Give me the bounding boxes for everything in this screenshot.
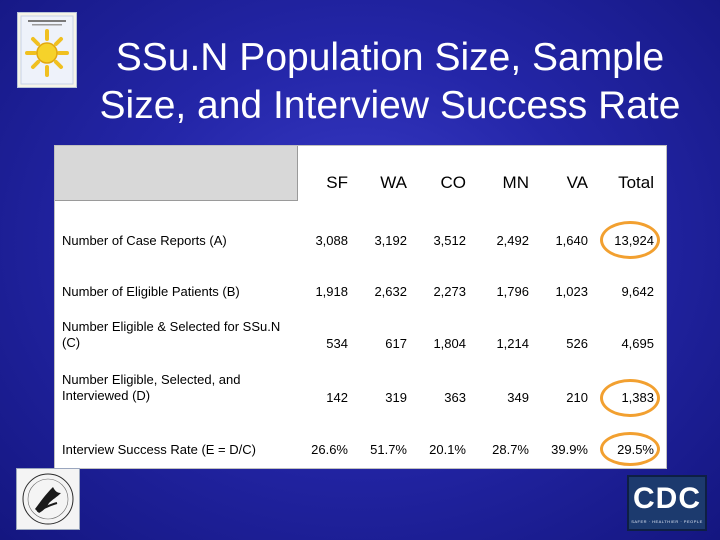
table-cell: 142	[326, 390, 348, 405]
column-header-va: VA	[566, 173, 588, 192]
table-cell: 51.7%	[370, 442, 407, 457]
table-cell: 39.9%	[551, 442, 588, 457]
row-label-case-reports: Number of Case Reports (A)	[62, 233, 227, 248]
slide-title: SSu.N Population Size, Sample Size, and Interview Success Rate	[99, 36, 681, 127]
table-cell: 617	[385, 336, 407, 351]
table-cell: 1,640	[555, 233, 588, 248]
row-label-eligible-patients: Number of Eligible Patients (B)	[62, 284, 240, 299]
table-cell: 2,492	[496, 233, 529, 248]
table-cell: 534	[326, 336, 348, 351]
table-cell: 1,796	[496, 284, 529, 299]
table-cell-total-case-reports: 13,924	[614, 233, 654, 248]
hhs-eagle-icon	[17, 469, 79, 529]
table-cell-total-interviewed: 1,383	[621, 390, 654, 405]
table-cell: 1,023	[555, 284, 588, 299]
column-header-total: Total	[618, 173, 654, 192]
column-header-sf: SF	[326, 173, 348, 192]
table-cell: 3,088	[315, 233, 348, 248]
sun-icon	[18, 13, 76, 87]
table-cell-total-success-rate: 29.5%	[617, 442, 654, 457]
table-cell: 319	[385, 390, 407, 405]
cdc-logo-text: CDC	[633, 482, 701, 515]
table-cell: 1,918	[315, 284, 348, 299]
column-header-co: CO	[440, 173, 466, 192]
hhs-eagle-logo	[16, 468, 80, 530]
table-cell: 1,804	[433, 336, 466, 351]
data-table	[54, 145, 667, 469]
table-cell: 3,192	[374, 233, 407, 248]
column-header-wa: WA	[380, 173, 407, 192]
highlight-ring-total-success-rate	[600, 432, 660, 466]
table-cell: 26.6%	[311, 442, 348, 457]
table-cell: 20.1%	[429, 442, 466, 457]
table-cell: 349	[507, 390, 529, 405]
ssun-sun-logo	[17, 12, 77, 88]
table-cell: 363	[444, 390, 466, 405]
highlight-ring-total-case-reports	[600, 221, 660, 259]
table-header-corner	[55, 146, 298, 201]
table-cell: 526	[566, 336, 588, 351]
table-cell: 4,695	[621, 336, 654, 351]
table-cell: 9,642	[621, 284, 654, 299]
table-cell: 2,632	[374, 284, 407, 299]
column-header-mn: MN	[502, 173, 529, 192]
table-cell: 28.7%	[492, 442, 529, 457]
row-label-success-rate: Interview Success Rate (E = D/C)	[62, 442, 256, 457]
row-label-eligible-selected: Number Eligible & Selected for SSu.N (C)	[62, 319, 281, 350]
cdc-logo-tagline: SAFER · HEALTHIER · PEOPLE	[631, 519, 703, 524]
table-cell: 3,512	[433, 233, 466, 248]
table-cell: 2,273	[433, 284, 466, 299]
table-cell: 210	[566, 390, 588, 405]
table-cell: 1,214	[496, 336, 529, 351]
row-label-interviewed: Number Eligible, Selected, and Interviewed (D)	[62, 372, 241, 403]
highlight-ring-total-interviewed	[600, 379, 660, 417]
cdc-logo	[627, 475, 707, 531]
